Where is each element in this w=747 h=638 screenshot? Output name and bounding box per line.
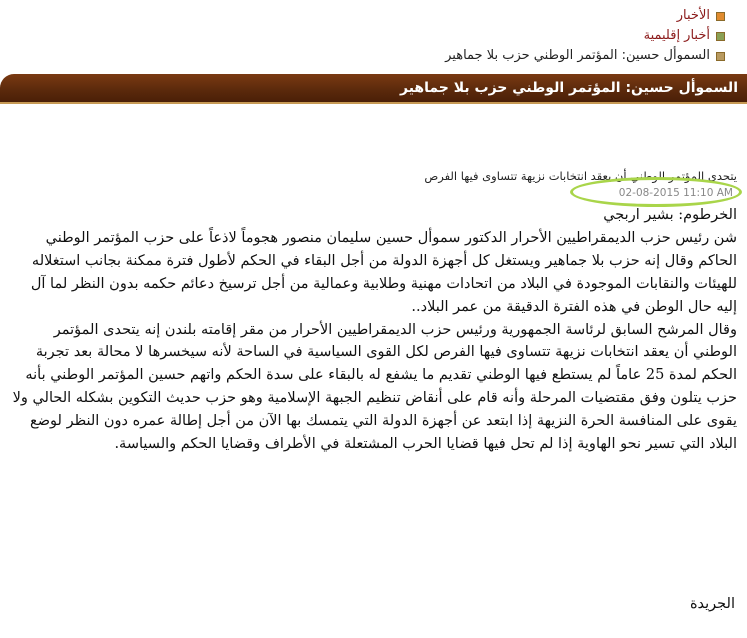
breadcrumb-item-regional[interactable] bbox=[20, 26, 725, 46]
article-dateline: الخرطوم: بشير اربجي bbox=[603, 207, 737, 223]
article-body bbox=[11, 204, 737, 456]
article-paragraph-1: شن رئيس حزب الديمقراطيين الأحرار الدكتور سموأل حسين سليمان منصور هجوماً لاذعاً على حزب المؤتمر الوطني الحاكم وقال إنه حزب بلا جماهير ويستغل كل أجهزة الدولة من أجل البقاء في الحكم لأطول فترة ممكنة بجانب استغلاله للهيئات والنقابات الموجودة في البلاد من اتحادات مهنية وطلابية وعمالية من أجل ترسيخ دعائم حكمه بدون النظر لما آل إليه حال الوطن في هذه الفترة الدقيقة من عمر البلاد.. bbox=[30, 229, 737, 315]
article-lead: يتحدى المؤتمر الوطني أن يعقد انتخابات نزيهة تتساوى فيها الفرص bbox=[424, 169, 737, 183]
article-title-bar bbox=[0, 74, 747, 104]
breadcrumb-link-regional[interactable]: أخبار إقليمية bbox=[643, 28, 710, 43]
article-source: الجريدة bbox=[689, 596, 735, 612]
date-highlight-circle bbox=[570, 177, 742, 207]
bullet-icon bbox=[716, 12, 725, 21]
breadcrumb-current-label: السموأل حسين: المؤتمر الوطني حزب بلا جماهير bbox=[445, 48, 710, 63]
bullet-icon bbox=[716, 32, 725, 41]
breadcrumb-link-news[interactable]: الأخبار bbox=[676, 8, 710, 23]
breadcrumb-item-current bbox=[20, 46, 725, 66]
page-title: السموأل حسين: المؤتمر الوطني حزب بلا جماهير bbox=[400, 80, 738, 96]
bullet-icon bbox=[716, 52, 725, 61]
article-paragraph-2: وقال المرشح السابق لرئاسة الجمهورية ورئيس حزب الديمقراطيين الأحرار من مقر إقامته بلندن إنه يتحدى المؤتمر الوطني أن يعقد انتخابات نزيهة تتساوى فيها الفرص لكل القوى السياسية في الساحة لأنه سيخسرها لا محالة بعد تجربة الحكم لمدة 25 عاماً لم يستطع فيها الوطني تقديم ما يشفع له بالبقاء على سدة الحكم واتهم حسين المؤتمر الوطني بأنه حزب يتلون وفق مقتضيات المرحلة وأنه قام على أنقاض تنظيم الجبهة الإسلامية وهو حزب حديث التكوين بشكله الحالي ولا يقوى على المنافسة الحرة النزيهة إذا ابتعد عن أجهزة الدولة التي يتمسك بها الآن من أجل إطالة عمره دون النظر لوضع البلاد التي تسير نحو الهاوية إذا لم تحل فيها قضايا الحرب المشتعلة في الأطراف وقضايا الحكم والسياسة. bbox=[12, 321, 737, 453]
article-date: 02-08-2015 11:10 AM bbox=[618, 187, 733, 199]
breadcrumb-item-news[interactable] bbox=[20, 6, 725, 26]
breadcrumb bbox=[20, 6, 725, 66]
